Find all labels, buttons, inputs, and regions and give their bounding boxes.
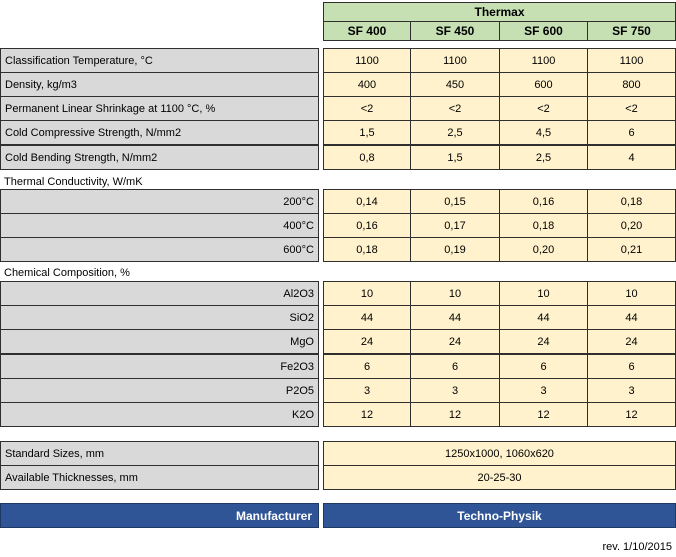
cell-value: 24 xyxy=(587,329,676,354)
cell-value: 44 xyxy=(323,305,411,330)
cell-value: 44 xyxy=(499,305,588,330)
cell-value: 12 xyxy=(323,402,411,427)
cell-value: 10 xyxy=(323,281,411,306)
cell-value: 6 xyxy=(499,354,588,379)
cell-value: <2 xyxy=(587,96,676,121)
cell-value: 2,5 xyxy=(499,145,588,170)
cell-value: 1100 xyxy=(323,48,411,73)
cell-value: 4 xyxy=(587,145,676,170)
cell-value: 3 xyxy=(410,378,500,403)
row-label: SiO2 xyxy=(0,305,319,330)
cell-value: 44 xyxy=(587,305,676,330)
cell-value: 3 xyxy=(587,378,676,403)
cell-value: 1100 xyxy=(499,48,588,73)
cell-value: 3 xyxy=(499,378,588,403)
chemical-section-title: Chemical Composition, % xyxy=(4,267,130,279)
cell-value: 0,15 xyxy=(410,189,500,214)
cell-value: 0,18 xyxy=(323,237,411,262)
cell-value: 2,5 xyxy=(410,120,500,145)
cell-value: 4,5 xyxy=(499,120,588,145)
cell-value: 1100 xyxy=(587,48,676,73)
cell-value: 450 xyxy=(410,72,500,97)
product-header-sf600: SF 600 xyxy=(499,21,588,41)
row-label: K2O xyxy=(0,402,319,427)
cell-value: 10 xyxy=(410,281,500,306)
cell-value: 6 xyxy=(587,120,676,145)
cell-value: 12 xyxy=(499,402,588,427)
cell-value: 24 xyxy=(410,329,500,354)
cell-value: 0,14 xyxy=(323,189,411,214)
row-label: 200°C xyxy=(0,189,319,214)
row-label: Fe2O3 xyxy=(0,354,319,379)
row-label: Permanent Linear Shrinkage at 1100 °C, % xyxy=(0,96,319,121)
row-label: Cold Compressive Strength, N/mm2 xyxy=(0,120,319,145)
cell-value: 0,16 xyxy=(323,213,411,238)
product-header-sf450: SF 450 xyxy=(410,21,500,41)
revision-date: rev. 1/10/2015 xyxy=(602,541,672,553)
cell-value: 0,19 xyxy=(410,237,500,262)
cell-value: 0,18 xyxy=(499,213,588,238)
cell-value: 3 xyxy=(323,378,411,403)
cell-value: 1,5 xyxy=(323,120,411,145)
brand-header: Thermax xyxy=(323,2,676,22)
product-header-sf400: SF 400 xyxy=(323,21,411,41)
cell-value: <2 xyxy=(499,96,588,121)
product-header-sf750: SF 750 xyxy=(587,21,676,41)
cell-value: 6 xyxy=(587,354,676,379)
standard-sizes-value: 1250x1000, 1060x620 xyxy=(323,441,676,466)
cell-value: 800 xyxy=(587,72,676,97)
cell-value: 10 xyxy=(499,281,588,306)
cell-value: 6 xyxy=(323,354,411,379)
available-thicknesses-value: 20-25-30 xyxy=(323,465,676,490)
manufacturer-value: Techno-Physik xyxy=(323,503,676,528)
row-label: Al2O3 xyxy=(0,281,319,306)
cell-value: 0,20 xyxy=(587,213,676,238)
cell-value: 0,21 xyxy=(587,237,676,262)
row-label: Density, kg/m3 xyxy=(0,72,319,97)
cell-value: <2 xyxy=(410,96,500,121)
standard-sizes-label: Standard Sizes, mm xyxy=(0,441,319,466)
cell-value: 10 xyxy=(587,281,676,306)
cell-value: 24 xyxy=(323,329,411,354)
cell-value: 12 xyxy=(587,402,676,427)
cell-value: 600 xyxy=(499,72,588,97)
row-label: 400°C xyxy=(0,213,319,238)
row-label: Classification Temperature, °C xyxy=(0,48,319,73)
thermal-section-title: Thermal Conductivity, W/mK xyxy=(4,176,143,188)
cell-value: 1100 xyxy=(410,48,500,73)
row-label: P2O5 xyxy=(0,378,319,403)
available-thicknesses-label: Available Thicknesses, mm xyxy=(0,465,319,490)
cell-value: 0,18 xyxy=(587,189,676,214)
row-label: 600°C xyxy=(0,237,319,262)
cell-value: 6 xyxy=(410,354,500,379)
cell-value: 1,5 xyxy=(410,145,500,170)
cell-value: <2 xyxy=(323,96,411,121)
row-label: MgO xyxy=(0,329,319,354)
manufacturer-label: Manufacturer xyxy=(0,503,319,528)
cell-value: 12 xyxy=(410,402,500,427)
cell-value: 0,17 xyxy=(410,213,500,238)
row-label: Cold Bending Strength, N/mm2 xyxy=(0,145,319,170)
cell-value: 400 xyxy=(323,72,411,97)
cell-value: 24 xyxy=(499,329,588,354)
cell-value: 0,16 xyxy=(499,189,588,214)
cell-value: 0,8 xyxy=(323,145,411,170)
cell-value: 0,20 xyxy=(499,237,588,262)
cell-value: 44 xyxy=(410,305,500,330)
